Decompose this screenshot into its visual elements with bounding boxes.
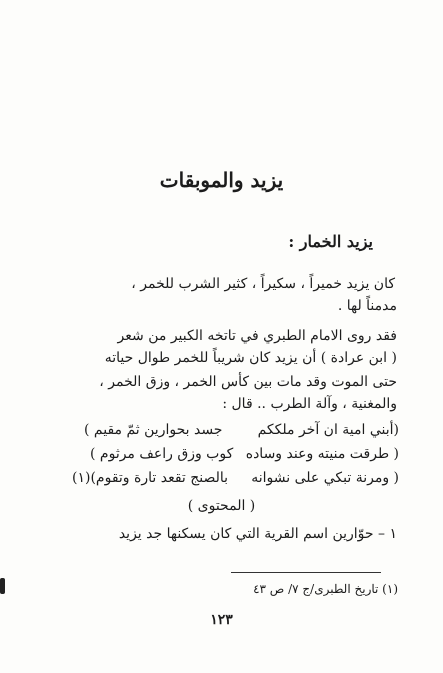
binding-mark (0, 578, 5, 594)
paragraph-line: حتى الموت وقد مات بين كأس الخمر ، وزق الخمر ، (99, 374, 397, 390)
footnote: (١) تاريخ الطبرى/ج ٧/ ص ٤٣ (253, 582, 398, 596)
paragraph-line: كان يزيد خميراً ، سكيراً ، كثير الشرب للخمر ، (131, 276, 395, 292)
verse-source: ( المحتوى ) (187, 498, 256, 514)
verse-second-hemistich: كوب وزق راعف مرثوم ) (90, 446, 234, 462)
page-title: يزيد والموبقات (159, 168, 284, 192)
paragraph-line: فقد روى الامام الطبري في تاتخه الكبير من شعر (117, 328, 397, 344)
paragraph-line: مدمناً لها . (337, 298, 397, 314)
page-number: ١٢٣ (210, 612, 233, 628)
verse-first-hemistich: ( ومرنة تبكي على نشوانه (251, 470, 399, 486)
paragraph-line: والمغنية ، وآلة الطرب .. قال : (222, 396, 397, 412)
paragraph-line: ( ابن عرادة ) أن يزيد كان شريباً للخمر طوال حياته (104, 350, 397, 366)
section-heading: يزيد الخمار : (288, 232, 373, 251)
footnote-divider (231, 572, 381, 573)
verse-first-hemistich: (أبني امية ان آخر ملككم (257, 422, 399, 438)
verse-second-hemistich: بالصنج تقعد تارة وتقوم)(١) (72, 470, 229, 486)
note-line: ١ – حوّارين اسم القرية التي كان يسكنها جد يزيد (118, 526, 397, 542)
verse-first-hemistich: ( طرقت منيته وعند وساده (245, 446, 399, 462)
verse-second-hemistich: جسد بحوارين ثمّ مقيم ) (84, 422, 223, 438)
